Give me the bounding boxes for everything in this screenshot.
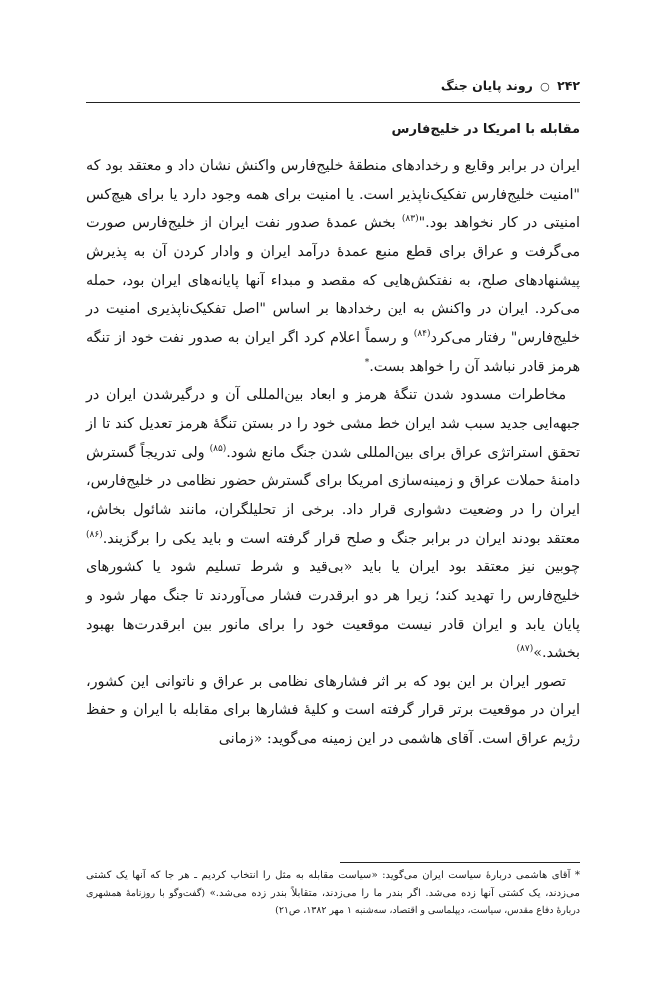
footnote-source: (گفت‌وگو با روزنامهٔ همشهری دربارهٔ دفاع مقدس، سیاست، دیپلماسی و اقتصاد، سه‌شنبه ۱ مهر ۱۳۸۲، ص۲۱) <box>86 887 580 916</box>
paragraph-2-text-a: مخاطرات مسدود شدن تنگهٔ هرمز و ابعاد بین‌المللی آن و درگیرشدن ایران در جبهه‌ایی جدید سبب شد ایران خط مشی خود را در بستن تنگهٔ هرمز تعدیل کند تا از تحقق استراتژی عراق برای بین‌المللی شدن جنگ مانع شود. <box>86 387 580 461</box>
paragraph-2-text-b: ولی تدریجاً گسترش دامنهٔ حملات عراق و زمینه‌سازی امریکا برای گسترش حضور نظامی در خلیج‌فارس، ایران را در وضعیت دشواری قرار داد. برخی از تحلیلگران، مانند شائول بخاش، معتقد بودند ایران در برابر جنگ و صلح قرار گرفته است و باید یکی را برگزیند. <box>86 444 580 547</box>
paragraph-1-text-b: بخش عمدهٔ صدور نفت ایران از خلیج‌فارس صورت می‌گرفت و عراق برای قطع منبع عمدهٔ درآمد ایران و وادار کردن آن به پذیرش پیشنهادهای صلح، به نفتکش‌هایی که مقصد و مبداء آنها پایانه‌های ایران بود، حمله می‌کرد. ایران در واکنش به این رخدادها بر اساس "اصل تفکیک‌ناپذیری امنیت در خلیج‌فارس" رفتار می‌کرد <box>86 215 580 346</box>
footnote-rule <box>340 862 580 863</box>
paragraph-1-text-c: و رسماً اعلام کرد اگر ایران به صدور نفت خود از تنگه هرمز قادر نباشد آن را خواهد بست. <box>86 329 580 375</box>
header-separator: ○ <box>540 80 550 93</box>
paragraph-1 <box>86 152 580 381</box>
footnote-marker-ref: * <box>364 357 370 368</box>
paragraph-3 <box>86 668 580 754</box>
header-rule <box>86 102 580 103</box>
citation-87: (۸۷) <box>516 644 534 655</box>
footnote <box>86 867 580 920</box>
paragraph-2-text-c: چوبین نیز معتقد بود ایران یا باید «بی‌قید و شرط تسلیم شود یا کشورهای خلیج‌فارس را تهدید کند؛ زیرا هر دو ابرقدرت فشار می‌آوردند تا جنگ مهار شود و پایان یابد و ایران قادر نیست موقعیت خود را برای مانور بین ابرقدرت‌ها بهبود بخشد.» <box>86 559 580 662</box>
body-text <box>86 152 580 754</box>
citation-83: (۸۳) <box>401 214 419 225</box>
citation-85: (۸۵) <box>209 443 227 454</box>
footnote-marker: * <box>574 870 580 881</box>
paragraph-1-text-a: ایران در برابر وقایع و رخدادهای منطقهٔ خلیج‌فارس واکنش نشان داد و معتقد بود که "امنیت خلیج‌فارس تفکیک‌ناپذیر است. یا امنیت برای همه وجود دارد یا برای هیچ‌کس امنیتی در کار نخواهد بود." <box>86 158 580 232</box>
paragraph-2 <box>86 381 580 668</box>
citation-84: (۸۴) <box>413 329 431 340</box>
chapter-title: روند پایان جنگ <box>440 78 533 93</box>
footnote-text: آقای هاشمی دربارهٔ سیاست ایران می‌گوید: «سیاست مقابله به مثل را انتخاب کردیم ـ هر جا که آنها یک کشتی می‌زدند، یک کشتی آنها زده می‌شد. اگر بندر ما را می‌زدند، متقابلاً بندر زده می‌شد.» <box>86 870 580 899</box>
page-number: ۲۴۲ <box>557 78 580 93</box>
section-heading: مقابله با امریکا در خلیج‌فارس <box>391 122 580 137</box>
citation-86: (۸۶) <box>86 529 103 540</box>
running-header <box>86 78 580 93</box>
paragraph-3-text-a: تصور ایران بر این بود که بر اثر فشارهای نظامی بر عراق و ناتوانی این کشور، ایران در موقعیت برتر قرار گرفته است و کلیهٔ فشارها برای مقابله با ایران و حفظ رژیم عراق است. آقای هاشمی در این زمینه می‌گوید: «زمانی <box>86 673 580 748</box>
